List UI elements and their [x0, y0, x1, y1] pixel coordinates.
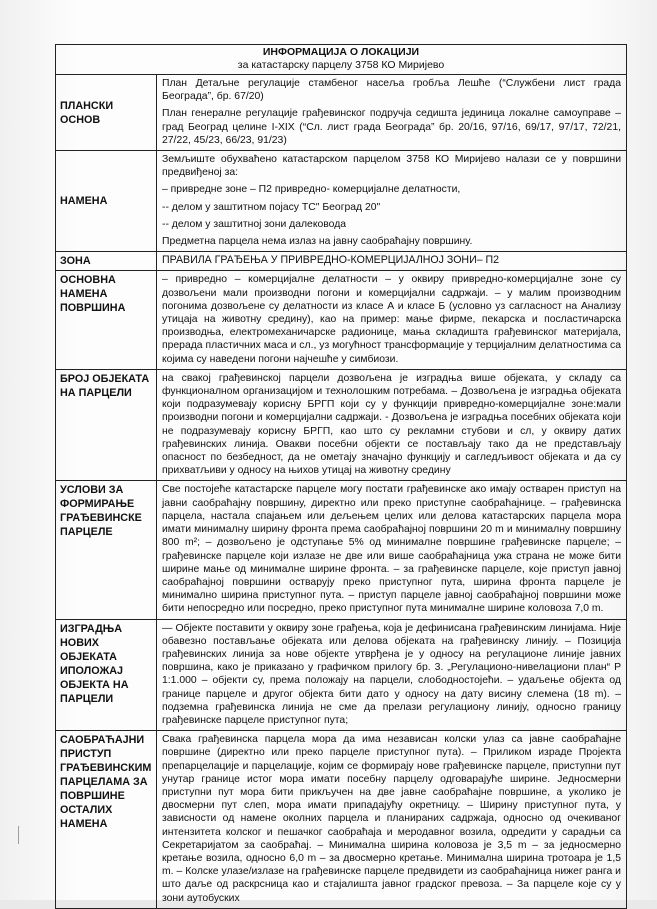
row-label-zone: ЗОНА [56, 252, 157, 271]
table-row [56, 731, 627, 909]
paragraph: — Објекте поставити у оквиру зоне грађења, која је дефинисана грађевинским линијама. Није обавезно постављање објеката или делова објеката на грађевинску линију. – Позиција грађевинских линија за нове објекте утврђена је у односу на регулационе линије јавних површина, како је приказано у графичком прилогу бр. 3. „Регулационо-нивелациони план“ Р 1:1.000 – објекти су, према положају на парцели, слободностојећи. – удаљење објекта од границе парцеле и другог објекта бити дато у односу на дату висину слемена (18 m). – подземна грађевинска линија не сме да прелази регулациону линију, односно границу грађевинске парцеле приступног пута; [162, 622, 621, 726]
table-row [56, 481, 627, 619]
document-header [55, 44, 627, 74]
row-label-new-buildings: ИЗГРАДЊА НОВИХ ОБЈЕКАТА ИПОЛОЖАЈ ОБЈЕКТА НА ПАРЦЕЛИ [56, 619, 157, 731]
paragraph: – привредне зоне – П2 привредно- комерцијалне делатности, [162, 184, 461, 196]
row-label-purpose: НАМЕНА [56, 151, 157, 252]
row-label-basic-purpose: ОСНОВНА НАМЕНА ПОВРШИНА [56, 271, 157, 369]
row-value-basic-purpose [157, 271, 627, 369]
table-row [56, 252, 627, 271]
table-row [56, 151, 627, 252]
row-label-parcel-conditions: УСЛОВИ ЗА ФОРМИРАЊЕ ГРАЂЕВИНСКЕ ПАРЦЕЛЕ [56, 481, 157, 619]
row-value-purpose [157, 151, 627, 252]
row-value-new-buildings [157, 619, 627, 731]
row-label-number-of-buildings: БРОЈ ОБЈЕКАТА НА ПАРЦЕЛИ [56, 369, 157, 481]
paragraph: – привредно – комерцијалне делатности – у оквиру привредно-комерцијалне зоне су дозвољени мали производни погони и комерцијални садржаји. – у малим производним погонима дозвољене су делатности из класе А и класе Б (условно уз сагласност на Анализу утицаја на животну средину), као на пример: мање фирме, пекарска и посластичарска производња, електромеханичарске радионице, мања складишта грађевинског материјала, прерада пластичних маса и сл., уз могућност трансформације у терцијалним делатностима са којима су наведени погони најчешће у симбиози. [162, 274, 621, 365]
document-subtitle: за катастарску парцелу 3758 КО Миријево [237, 59, 445, 71]
paragraph: Предметна парцела нема излаз на јавну саобраћајну површину. [162, 236, 473, 248]
table-row [56, 271, 627, 369]
table-row [56, 619, 627, 731]
paragraph: на свакој грађевинској парцели дозвољена је изградња више објеката, у складу са функционалном организацијом и технолошким потребама. – Дозвољена је изградња објеката који подразумевају корисну БРГП који су у функцији привредно-комерцијалне зоне:мали производни погони и комерцијални садржаји. - Дозвољена је изградња посебних објеката који не подразумевају корисну БРГП, као што су рекламни стубови и сл, у оквиру датих грађевинских линија. Овакви посебни објекти се постављају тако да не представљају опасност по безбедност, да не ометају значајно функцију и сагледљивост објеката и да су прихватљиви у односу на њихов утицај на животну средину [162, 372, 621, 477]
paragraph: ПРАВИЛА ГРАЂЕЊА У ПРИВРЕДНО-КОМЕРЦИЈАЛНОЈ ЗОНИ– П2 [162, 254, 500, 267]
paragraph: -- делом у заштитној зони далековода [162, 218, 347, 230]
row-label-planning-basis: ПЛАНСКИ ОСНОВ [56, 75, 157, 151]
paragraph: -- делом у заштитном појасу ТС" Београд 20" [162, 201, 381, 213]
paragraph: Земљиште обухваћено катастарском парцелом 3758 КО Миријево налази се у површини предвиђеној за: [162, 154, 621, 179]
paragraph: Свака грађевинска парцела мора да има независан колски улаз са јавне саобраћајне површине (директно или преко парцеле приступног пута). – Приликом израде Пројекта препарцелације и парцелације, којим се формирају нове грађевинске парцеле, приступни пут унутар границе истог мора имати посебну парцелу одговарајуће ширине. Једносмерни приступни пут мора бити прикључен на две јавне саобраћајне површине, а уколико је двосмерни пут слеп, мора имати припадајућу окретницу. – Ширину приступног пута, у зависности од намене околних парцела и планираних садржаја, односно од очекиваног интензитета колског и пешачког саобраћаја и меродавног возила, одредити у сарадњи са Секретаријатом за саобраћај. – Минимална ширина коловоза је 3,5 m – за једносмерно кретање возила, односно 6,0 m – за двосмерно кретање. Минимална ширина тротоара је 1,5 m. – Колске улазе/излазе на грађевинске парцеле предвидети из саобраћајница нижег ранга и што даље од раскрсница као и стајалишта јавног градског превоза. – За парцеле које су у зони аутобуских [162, 734, 621, 904]
paragraph: План генералне регулације грађевинског подручја седишта јединица локалне самоуправе – град Београд целине I-XIX (“Сл. лист града Београда” бр. 20/16, 97/16, 69/17, 97/17, 72/21, 27/22, 45/23, 66/23, 91/23) [162, 108, 621, 146]
location-info-table [55, 74, 627, 909]
table-row [56, 369, 627, 481]
row-value-zone [157, 252, 627, 271]
table-row [56, 75, 627, 151]
row-value-planning-basis [157, 75, 627, 151]
margin-mark [18, 826, 33, 844]
paragraph: План Детаљне регулације стамбеног насеља гробља Лешће (“Службени лист града Београда”, бр. 67/20) [162, 78, 621, 103]
row-value-number-of-buildings [157, 369, 627, 481]
document-title: ИНФОРМАЦИЈА О ЛОКАЦИЈИ [262, 46, 420, 58]
row-value-parcel-conditions [157, 481, 627, 619]
row-value-traffic-access [157, 731, 627, 909]
paragraph: Све постојеће катастарске парцеле могу постати грађевинске ако имају остварен приступ на јавни саобраћајну површину, директно или преко приступне саобраћајнице. – грађевинска парцела, настала спајањем или дељењем целих или делова катастарских парцела мора имати минималну ширину фронта према саобраћајној површини 20 m и минималну површину 800 m²; – дозвољено је одступање 5% од минималне површине грађевинске парцеле; – грађевинске парцеле који излазе не две или више саобраћајница ужа страна не може бити ширине мање од минималне ширине фронта. – за грађевинске парцеле, које приступ јавној саобраћајној површини остварују преко приступног пута, ширина фронта парцеле је минимално ширина приступног пута. – приступ парцеле јавној саобраћајној површини може бити непосредно или посредно, преко приступног пута минималне ширине коловоза 7,0 m. [162, 484, 621, 615]
row-label-traffic-access: САОБРАЋАЈНИ ПРИСТУП ГРАЂЕВИНСКИМ ПАРЦЕЛАМА ЗА ПОВРШИНЕ ОСТАЛИХ НАМЕНА [56, 731, 157, 909]
